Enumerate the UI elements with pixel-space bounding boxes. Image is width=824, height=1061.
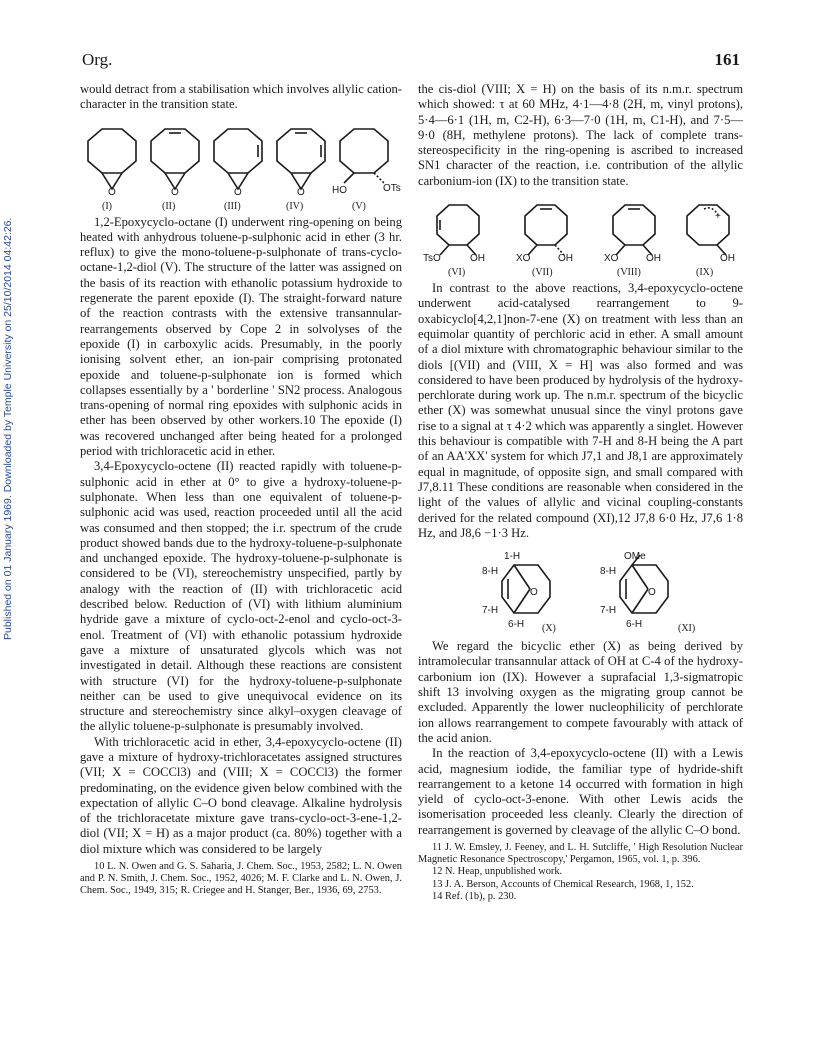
paragraph: In contrast to the above reactions, 3,4-epoxycyclo-octene underwent acid-catalysed rearrangement to 9-oxabicyclo[4,2,1]non-7-ene (X) on treatment with less than an equimolar quantity of perchloric acid in ether. A small amount of a diol mixture with chromatographic behaviour similar to the diols [(VII) and (VIII, X = H] was also formed and was considered to have been produced by hydrolysis of the hydroxy-perchlorate during work up. The n.m.r. spectrum of the bicyclic ether (X) was somewhat unusual since the vinyl protons gave rise to a signal at τ 4·2 which was apparently a singlet. However this behaviour is compatible with 7-H and 8-H being the A part of an AA'XX' system for which J7,1 and J8,1 are approximately equal in magnitude, of opposite sign, and small compared with J7,8.11 These conditions are reasonable when considered in the light of the values of allylic and vicinal coupling-constants derived for the related compound (XI),12 J7,8 6·0 Hz, J7,6 1·8 Hz, and J8,6 −1·3 Hz. [418,281,743,540]
paragraph: the cis-diol (VIII; X = H) on the basis of its n.m.r. spectrum which showed: τ at 60 MHz, 4·1—4·8 (2H, m, vinyl protons), 5·4—6·1 (1H, m, C2-H), 6·3—7·0 (1H, m, C1-H), and 7·5—9·0 (8H, methylene protons). The lack of complete trans-stereospecificity in the ring-opening is ascribed to increased SN1 character of the reaction, i.e. contribution of the allylic carbonium-ion (IX) to the transition state. [418,82,743,188]
structure-VII [525,205,567,255]
compound-label-II: (II) [162,200,176,211]
compound-label-V: (V) [352,200,366,211]
footnotes [418,842,743,903]
oxygen-label: O [297,186,305,198]
structure-I [88,129,136,189]
compound-label-III: (III) [224,200,241,211]
paragraph: 1,2-Epoxycyclo-octane (I) underwent ring-opening on being heated with anhydrous toluene-p-sulphonic acid in ether (3 hr. reflux) to give the mono-toluene-p-sulphonate of trans-cyclo-octane-1,2-diol (V). The structure of the latter was assigned on the basis of its reaction with ethanolic potassium hydroxide to regenerate the parent epoxide (I). The straight-forward nature of the reaction contrasts with the extensive transannular-rearrangements observed by Cope 2 in solvolyses of the epoxide (I) in carboxylic acids. Presumably, in the poorly ionising solvent ether, an ion-pair comprising protonated epoxide and toluene-p-sulphonate ion is formed which collapses essentially by a ' borderline ' SN2 process. Analogous trans-opening of normal ring epoxides with sulphonic acids in ether has been observed by other workers.10 The epoxide (I) was recovered unchanged after being heated for a prolonged period with trichloracetic acid in ether. [80,214,402,459]
proton-label-7H: 7-H [482,605,499,617]
hydroxy-label: OH [470,253,485,265]
download-notice-text: Published on 01 January 1969. Downloaded by Temple University on 25/10/2014 04:42:26. [2,217,14,640]
compound-label-XI: (XI) [678,623,696,635]
right-column [418,82,743,903]
paragraph: 3,4-Epoxycyclo-octene (II) reacted rapidly with toluene-p-sulphonic acid in ether at 0° to give a hydroxy-toluene-p-sulphonate. When less than one equivalent of toluene-p-sulphonic acid was used, reaction proceeded until all the acid was consumed and then stopped; the i.r. spectrum of the crude product showed bands due to the hydroxy-toluene-p-sulphonate and unchanged epoxide. The hydroxy-toluene-p-sulphonate is considered to be (VI), stereochemistry unspecified, partly by analogy with the reaction of (II) with trichloracetic acid described below. Reduction of (VI) with lithium aluminium hydride gave a mixture of cyclo-oct-2-enol and cyclo-oct-3-enol. Treatment of (VI) with ethanolic potassium hydroxide gave a mixture of unsaturated glycols which was not investigated in detail. Although these reactions are consistent with structure (VI) for the hydroxy-toluene-p-sulphonate neither can be used to give unequivocal evidence on its structure and stereochemistry since alkyl–oxygen cleavage of the allylic toluene-p-sulphonate is presumably involved. [80,459,402,734]
hydroxy-label: OH [558,253,573,265]
proton-label-1H: 1-H [504,551,521,563]
structure-IX [687,205,729,255]
footnote: 11 J. W. Emsley, J. Feeney, and L. H. Sutcliffe, ' High Resolution Nuclear Magnetic Resonance Spectroscopy,' Pergamon, 1965, vol. 1, p. 396. [418,841,743,866]
tosyloxy-label: OTs [383,182,401,194]
structure-XI [620,555,668,613]
left-column [80,82,402,898]
intro-paragraph: would detract from a stabilisation which involves allylic cation-character in the transition state. [80,82,402,112]
oxygen-label: O [171,186,179,198]
tosyloxy-label: TsO [423,253,441,265]
proton-label-8H: 8-H [600,566,617,578]
compound-label-IV: (IV) [286,200,304,211]
paragraph: With trichloracetic acid in ether, 3,4-epoxycyclo-octene (II) gave a mixture of hydroxy-trichloracetates assigned structures (VII; X = COCCl3) and (VIII; X = COCCl3) the former predominating, on the evidence given below combined with the expectation of allylic C–O bond cleavage. Alkaline hydrolysis of the trichloracetate mixture gave trans-cyclo-oct-3-ene-1,2-diol (VII; X = H) as a major product (ca. 80%) together with a diol mixture which was considered to be largely [80,734,402,856]
footnote: 10 L. N. Owen and G. S. Saharia, J. Chem. Soc., 1953, 2582; L. N. Owen and P. N. Smith, J. Chem. Soc., 1952, 4026; M. F. Clarke and L. N. Owen, J. Chem. Soc., 1949, 315; R. Criegee and H. Stanger, Ber., 1936, 69, 2753. [80,861,402,897]
proton-label-8H: 8-H [482,566,499,578]
paragraph: In the reaction of 3,4-epoxycyclo-octene (II) with a Lewis acid, magnesium iodide, the familiar type of hydride-shift rearrangement to a ketone 14 occurred with formation in high yield of cyclo-oct-3-enone. With other Lewis acids the isomerisation proceeded less cleanly. Clearly the direction of rearrangement is governed by cleavage of the allylic C–O bond. [418,746,743,837]
page-number: 161 [714,50,740,69]
hydroxy-label: OH [720,253,735,265]
footnote: 12 N. Heap, unpublished work. [432,866,563,878]
structure-II [151,129,199,189]
compound-label-IX: (IX) [696,267,714,278]
footnote: 14 Ref. (1b), p. 230. [432,890,517,902]
ester-label: XO [604,253,619,265]
compound-label-I: (I) [102,200,112,211]
structure-VI [437,205,479,255]
footnote: 13 J. A. Berson, Accounts of Chemical Research, 1968, 1, 152. [432,878,694,890]
journal-section-label: Org. [82,50,113,69]
compound-label-VII: (VII) [532,267,553,278]
compound-label-X: (X) [542,623,556,635]
structures-I-to-V [80,119,402,211]
oxygen-label: O [234,186,242,198]
structure-III [214,129,262,189]
cation-charge-label: + [715,211,721,223]
footnotes [80,861,402,898]
hydroxy-label: OH [646,253,661,265]
compound-label-VIII: (VIII) [617,267,641,278]
oxygen-label: O [108,186,116,198]
structures-VI-to-IX [418,195,743,277]
compound-label-VI: (VI) [448,267,466,278]
ester-label: XO [516,253,531,265]
oxygen-label: O [648,587,656,599]
oxygen-label: O [530,587,538,599]
download-notice [0,0,22,1061]
structure-VIII [613,205,655,255]
hydroxy-label: HO [332,184,347,196]
structures-X-XI [418,547,743,635]
structure-V [340,129,388,183]
proton-label-7H: 7-H [600,605,617,617]
methoxy-label: OMe [624,551,646,563]
structure-IV [277,129,325,189]
paragraph: We regard the bicyclic ether (X) as being derived by intramolecular transannular attack of OH at C-4 of the hydroxy-carbonium ion (IX). However a suprafacial 1,3-sigmatropic shift 13 involving oxygen as the migrating group cannot be excluded. Apparently the lower nucleophilicity of perchlorate ion allows rearrangement to compete favourably with attack of the acid anion. [418,639,743,745]
proton-label-6H: 6-H [508,619,525,631]
structure-X [502,565,550,613]
proton-label-6H: 6-H [626,619,643,631]
